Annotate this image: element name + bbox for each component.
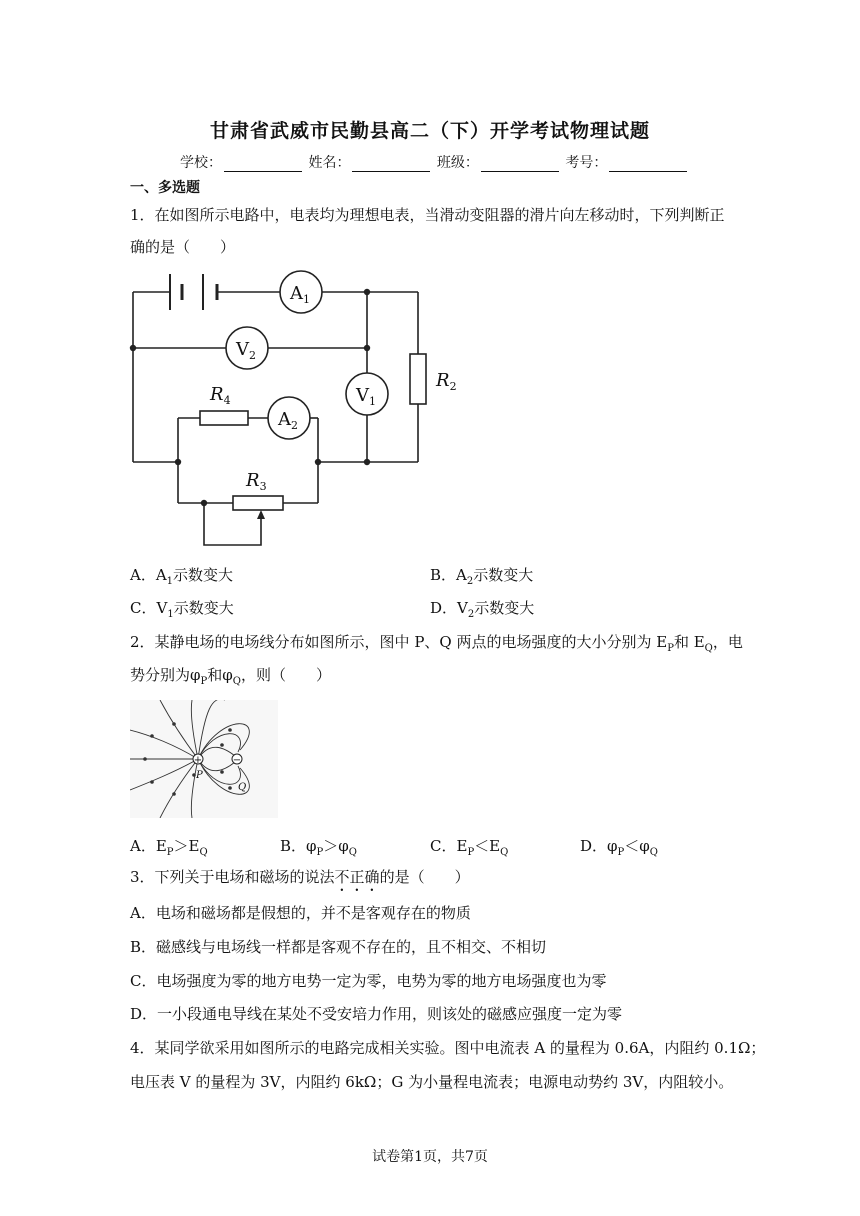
q4-stem-line1: 4．某同学欲采用如图所示的电路完成相关实验。图中电流表 A 的量程为 0.6A，内阻约 0.1Ω；: [130, 1039, 766, 1057]
q2-option-c: C．$E_P<E_Q$: [430, 837, 509, 858]
negative-charge-sign: −: [232, 755, 242, 766]
name-blank: [352, 157, 430, 172]
student-info-line: [180, 152, 689, 172]
q3-option-b: B．磁感线与电场线一样都是客观不存在的，且不相交、不相切: [130, 938, 547, 956]
r4-label: $R_4$: [210, 384, 231, 407]
q2-option-b: B．$\varphi_P>\varphi_Q$: [280, 837, 357, 858]
number-label: 考号：: [565, 155, 608, 171]
q3-stem: 3．下列关于电场和磁场的说法不正确的是（ ）: [130, 868, 470, 886]
school-label: 学校：: [180, 155, 222, 171]
name-label: 姓名：: [308, 155, 351, 171]
v2-label: $V_2$: [236, 339, 256, 362]
q3-emphasis: 不正确: [334, 868, 380, 886]
a1-label: $A_1$: [290, 283, 310, 306]
q1-stem-line2: 确的是（ ）: [130, 238, 236, 256]
a2-label: $A_2$: [278, 409, 298, 432]
q1-option-a: A．$A_1$示数变大: [130, 566, 234, 587]
page-footer: 试卷第1页，共7页: [372, 1149, 488, 1165]
q2-stem-line1: 2．某静电场的电场线分布如图所示，图中 P、Q 两点的电场强度的大小分别为 $E_P$和 $E_Q$，电: [130, 633, 743, 654]
page-title: 甘肃省武威市民勤县高二（下）开学考试物理试题: [209, 120, 650, 142]
r2-label: $R_2$: [436, 370, 457, 393]
q4-stem-line2: 电压表 V 的量程为 3V，内阻约 6kΩ；G 为小量程电流表；电源电动势约 3V，内阻较小。: [130, 1073, 734, 1091]
q2-option-d: D．$\varphi_P<\varphi_Q$: [580, 837, 658, 858]
number-blank: [609, 157, 687, 172]
positive-charge-sign: +: [193, 755, 203, 766]
r3-label: $R_3$: [246, 470, 267, 493]
class-blank: [481, 157, 559, 172]
v1-label: $V_1$: [356, 385, 376, 408]
school-blank: [224, 157, 302, 172]
q3-option-a: A．电场和磁场都是假想的，并不是客观存在的物质: [130, 904, 471, 922]
q1-option-b: B．$A_2$示数变大: [430, 566, 534, 587]
q1-option-c: C．$V_1$示数变大: [130, 599, 234, 620]
q2-option-a: A．$E_P>E_Q$: [130, 837, 208, 858]
section-heading: 一、多选题: [130, 180, 200, 196]
class-label: 班级：: [436, 155, 479, 171]
q2-field-line-diagram: [130, 700, 278, 818]
point-q-label: Q: [238, 782, 247, 793]
q3-option-c: C．电场强度为零的地方电势一定为零，电势为零的地方电场强度也为零: [130, 972, 607, 990]
q1-option-d: D．$V_2$示数变大: [430, 599, 535, 620]
q2-stem-line2: 势分别为$\varphi_P$和$\varphi_Q$，则（ ）: [130, 666, 331, 687]
q3-option-d: D．一小段通电导线在某处不受安培力作用，则该处的磁感应强度一定为零: [130, 1005, 623, 1023]
q1-stem-line1: 1．在如图所示电路中，电表均为理想电表，当滑动变阻器的滑片向左移动时，下列判断正: [130, 206, 725, 224]
q1-circuit-diagram: [120, 266, 470, 556]
point-p-label: P: [196, 770, 203, 781]
